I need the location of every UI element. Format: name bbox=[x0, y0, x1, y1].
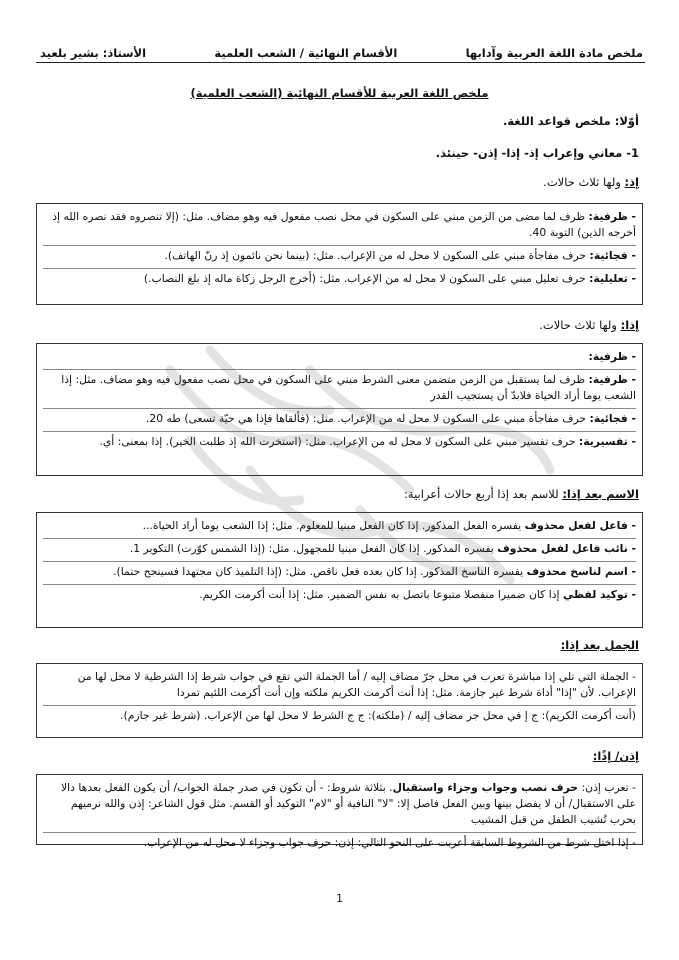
row-term: - نائب فاعل لفعل محذوف bbox=[497, 542, 636, 555]
idhan-text: . بثلاثة شروط: - أن تكون في صدر جملة الجواب/ أن يكون الفعل بعدها دالا على الاستقبال/ أن لا يفصل بينها وبين الفعل فاصل إلا: "لا" النافية أو "لام" التوكيد أو القسم. مثل قول الشاعر: إذن والله نرميهم بحرب تُشيب الطفل من قبل المشيب bbox=[60, 781, 636, 826]
sentences-after-heading: الجمل بعد إذا: bbox=[560, 638, 639, 652]
noun-after-row bbox=[43, 539, 636, 562]
row-term: - توكيد لفظي bbox=[562, 588, 636, 601]
idhan-paragraph: - إذا اختل شرط من الشروط السابقة أعربت على النحو التالي: إذن: حرف جواب وجزاء لا محل له من الإعراب. bbox=[143, 836, 636, 849]
row-text: يفسره الناسخ المذكور. إذا كان بعده فعل ناقص. مثل: (إذا التلميذ كان مجتهدا فسينجح حتما). bbox=[113, 565, 527, 578]
idh-intro bbox=[36, 174, 639, 191]
section-heading: أوّلا: ملخص قواعد اللغة. bbox=[502, 114, 639, 128]
idha-box bbox=[36, 343, 643, 476]
row-text: يفسره المذكور. إذا كان الفعل مبنيا للمجهول. مثل: (إذا الشمس كوّرت) التكوير 1. bbox=[129, 542, 498, 555]
row-term: - تعليلية: bbox=[589, 272, 636, 285]
row-text: ظرف لما يستقبل من الزمن متضمن معنى الشرط مبني على السكون في محل نصب مفعول فيه وهو مضاف. مثل: إذا الشعب يوما أراد الحياة فلابدّ أن يستجيب القدر bbox=[61, 373, 636, 402]
noun-after-row bbox=[43, 562, 636, 585]
idh-row bbox=[43, 269, 636, 291]
sentences-after-paragraph: - الجملة التي تلي إذا مباشرة تعرب في محل جرّ مضاف إليه / أما الجملة التي تقع في جواب شرط إذا الشرطية لا محل لها من الإعراب. لأن "إذا" أداة شرط غير جازمة. مثل: إذا أنت أكرمت الكريم ملكته وإن أنت أكرمت اللئيم تمردا bbox=[43, 667, 636, 706]
row-term: - فجائية: bbox=[589, 412, 636, 425]
header-subject: ملخص مادة اللغة العربية وآدابها bbox=[465, 46, 643, 60]
idh-intro-word: إذ: bbox=[624, 175, 639, 189]
idh-row bbox=[43, 246, 636, 269]
page-number: 1 bbox=[336, 892, 343, 905]
sentences-after-paragraph: (أنت أكرمت الكريم): ج إ في محل جر مضاف إليه / (ملكته): ج ج الشرط لا محل لها من الإعراب. (شرط غير جازم). bbox=[120, 709, 636, 722]
row-term: - تفسيرية: bbox=[578, 435, 636, 448]
idha-intro-rest: ولها ثلاث حالات. bbox=[539, 318, 621, 332]
idh-row bbox=[43, 207, 636, 246]
row-term: - ظرفية: bbox=[588, 210, 636, 223]
idha-intro bbox=[36, 317, 639, 334]
idhan-paragraph bbox=[43, 778, 636, 833]
noun-after-heading: الاسم بعد إذا: bbox=[562, 487, 639, 501]
idha-row bbox=[43, 432, 636, 454]
row-term: - ظرفية: bbox=[588, 350, 636, 363]
noun-after-box bbox=[36, 512, 643, 628]
noun-after-row bbox=[43, 585, 636, 607]
row-text: حرف تعليل مبني على السكون لا محل له من الإعراب. مثل: (أخرج الرجل زكاة ماله إذ بلغ النصاب.) bbox=[143, 272, 590, 285]
header-divider bbox=[36, 62, 645, 63]
idhan-term: حرف نصب وجواب وجزاء واستقبال bbox=[392, 781, 579, 794]
page-header bbox=[40, 38, 643, 60]
row-text: ظرف لما مضى من الزمن مبني على السكون في محل نصب مفعول فيه وهو مضاف. مثل: (إلا تنصروه فقد نصره الله إذ أخرجه الذين) التوبة 40. bbox=[52, 210, 636, 239]
row-term: - اسم لناسخ محذوف bbox=[526, 565, 636, 578]
idh-intro-rest: ولها ثلاث حالات. bbox=[543, 175, 625, 189]
row-term: - فاعل لفعل محذوف bbox=[524, 519, 636, 532]
document-title: ملخص اللغة العربية للأقسام النهائية (الشعب العلمية) bbox=[190, 86, 489, 100]
row-text: حرف مفاجأة مبني على السكون لا محل له من الإعراب. مثل: (فألقاها فإذا هي حيّة تسعى) طه 20. bbox=[145, 412, 590, 425]
idha-row bbox=[43, 347, 636, 370]
subsection-heading: 1- معاني وإعراب إذ- إذا- إذن- حينئذ. bbox=[435, 146, 639, 160]
row-term: - ظرفية: bbox=[588, 373, 636, 386]
idhan-box bbox=[36, 774, 643, 849]
sentences-after-box bbox=[36, 663, 643, 738]
idh-box bbox=[36, 203, 643, 305]
row-term: - فجائية: bbox=[589, 249, 636, 262]
row-text: إذا كان ضميرا منفصلا متبوعا باتصل به نفس الضمير. مثل: إذا أنت أكرمت الكريم. bbox=[199, 588, 563, 601]
header-teacher: الأستاذ: بشير بلعيد bbox=[40, 46, 147, 60]
noun-after-row bbox=[43, 516, 636, 539]
row-text: حرف تفسير مبني على السكون لا محل له من الإعراب. مثل: (استخرت الله إذ طلبت الخير). إذا بمعنى: أي. bbox=[99, 435, 579, 448]
idhan-text: - تعرب إذن: bbox=[578, 781, 636, 794]
row-text: حرف مفاجأة مبني على السكون لا محل له من الإعراب. مثل: (بينما نحن نائمون إذ رنّ الهاتف). bbox=[164, 249, 590, 262]
header-classes: الأقسام النهائية / الشعب العلمية bbox=[214, 46, 398, 60]
idha-row bbox=[43, 409, 636, 432]
idha-intro-word: إذا: bbox=[620, 318, 639, 332]
idha-row bbox=[43, 370, 636, 409]
row-text: يفسره الفعل المذكور. إذا كان الفعل مبنيا للمعلوم. مثل: إذا الشعب يوما أراد الحياة... bbox=[142, 519, 525, 532]
noun-after-intro bbox=[36, 486, 639, 503]
noun-after-heading-rest: للاسم بعد إذا أربع حالات أعرابية: bbox=[404, 487, 563, 501]
idhan-heading: إذن/ إذًا: bbox=[592, 749, 639, 763]
